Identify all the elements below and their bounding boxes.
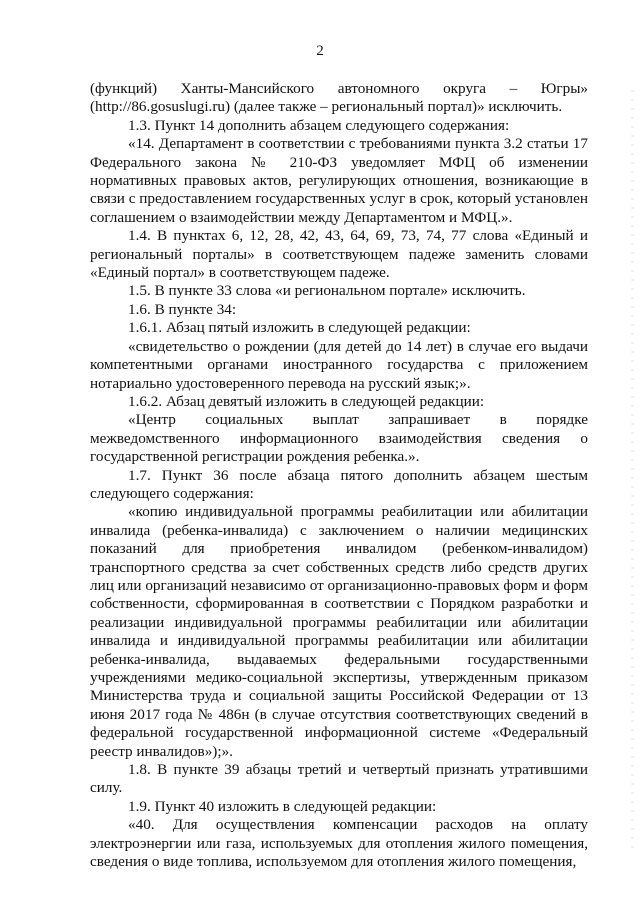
paragraph-1-6-2: 1.6.2. Абзац девятый изложить в следующей редакции: bbox=[128, 392, 485, 410]
paragraph-continuation: (функций) Ханты-Мансийского автономного округа – Югры» (http://86.gosuslugi.ru) (далее также – региональный портал)» исключить. bbox=[90, 80, 588, 116]
paragraph-clause-14: «14. Департамент в соответствии с требованиями пункта 3.2 статьи 17 Федерального закона № 210-ФЗ уведомляет МФЦ об изменении нормативных правовых актов, регулирующих отношения, возникающие в связи с предоставлением государственных услуг в срок, который установлен соглашением о взаимодействии между Департаментом и МФЦ.». bbox=[90, 135, 588, 226]
paragraph-social-payments: «Центр социальных выплат запрашивает в порядке межведомственного информационного взаимодействия сведения о государственной регистрации рождения ребенка.». bbox=[90, 411, 588, 466]
paragraph-1-3: 1.3. Пункт 14 дополнить абзацем следующего содержания: bbox=[128, 116, 510, 134]
paragraph-birth-certificate: «свидетельство о рождении (для детей до 14 лет) в случае его выдачи компетентными органами иностранного государства с приложением нотариально удостоверенного перевода на русский язык;». bbox=[90, 337, 588, 392]
scan-edge-mark bbox=[631, 90, 634, 850]
paragraph-1-8: 1.8. В пункте 39 абзацы третий и четвертый признать утратившими силу. bbox=[90, 761, 588, 797]
paragraph-1-6: 1.6. В пункте 34: bbox=[128, 300, 237, 318]
document-body bbox=[90, 80, 588, 871]
paragraph-1-5: 1.5. В пункте 33 слова «и региональном портале» исключить. bbox=[128, 282, 526, 300]
paragraph-clause-40: «40. Для осуществления компенсации расходов на оплату электроэнергии или газа, используемых для отопления жилого помещения, сведения о виде топлива, используемом для отопления жилого помещения, bbox=[90, 816, 588, 871]
paragraph-1-6-1: 1.6.1. Абзац пятый изложить в следующей редакции: bbox=[128, 319, 471, 337]
paragraph-1-9: 1.9. Пункт 40 изложить в следующей редакции: bbox=[128, 797, 437, 815]
paragraph-rehabilitation-program: «копию индивидуальной программы реабилитации или абилитации инвалида (ребенка-инвалида) с заключением о наличии медицинских показаний для приобретения инвалидом (ребенком-инвалидом) транспортного средства за счет собственных средств либо средств других лиц или организаций независимо от организационно-правовых форм и форм собственности, сформированная в соответствии с Порядком разработки и реализации индивидуальной программы реабилитации или абилитации инвалида и индивидуальной программы реабилитации или абилитации ребенка-инвалида, выдаваемых федеральными государственными учреждениями медико-социальной экспертизы, утвержденным приказом Министерства труда и социальной защиты Российской Федерации от 13 июня 2017 года № 486н (в случае отсутствия соответствующих сведений в федеральной государственной информационной системе «Федеральный реестр инвалидов»);». bbox=[90, 503, 588, 760]
paragraph-1-7: 1.7. Пункт 36 после абзаца пятого дополнить абзацем шестым следующего содержания: bbox=[90, 466, 588, 502]
paragraph-1-4: 1.4. В пунктах 6, 12, 28, 42, 43, 64, 69, 73, 74, 77 слова «Единый и региональный порталы» в соответствующем падеже заменить словами «Единый портал» в соответствующем падеже. bbox=[90, 227, 588, 282]
page-number: 2 bbox=[316, 43, 324, 59]
